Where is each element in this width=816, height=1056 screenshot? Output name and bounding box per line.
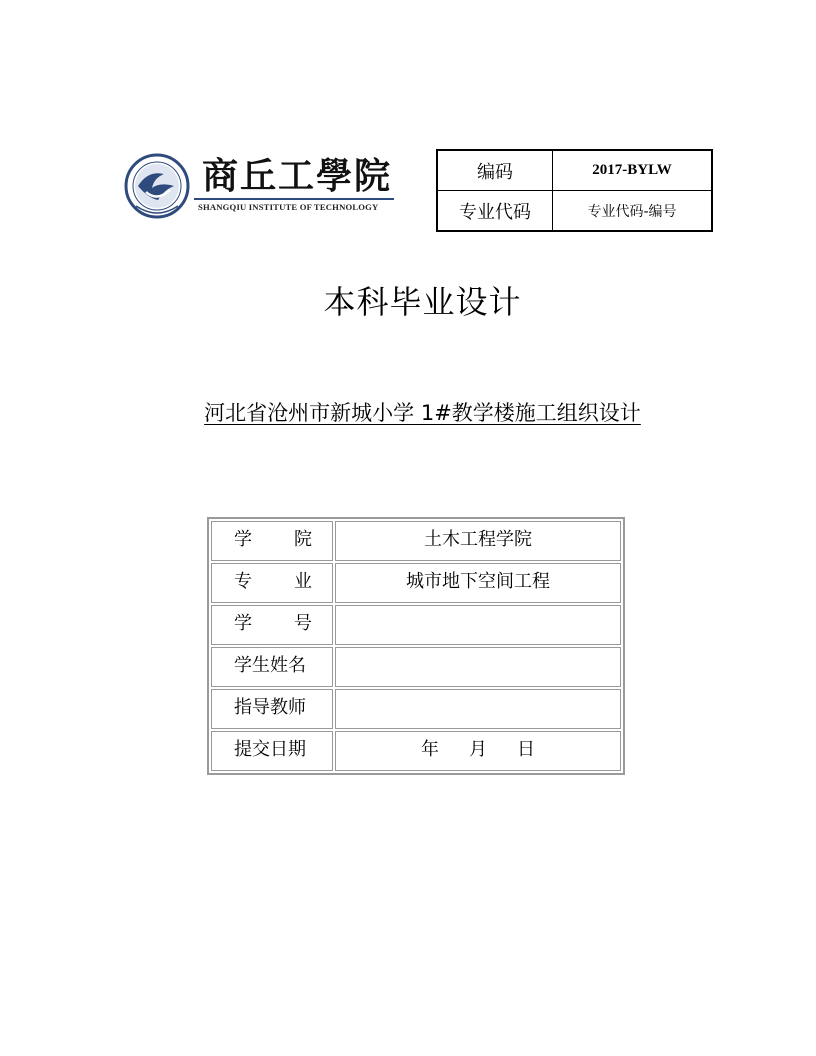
major-label-char-1: 专 (234, 571, 252, 592)
advisor-value (335, 689, 621, 729)
date-month-label: 月 (469, 739, 487, 760)
submit-date-value (335, 731, 621, 771)
date-year-label: 年 (421, 739, 439, 760)
college-label-char-2: 院 (294, 529, 312, 550)
date-day-label: 日 (517, 739, 535, 760)
school-name-chinese: 商丘工學院 (202, 155, 393, 197)
code-label: 编码 (437, 150, 553, 191)
student-name-value (335, 647, 621, 687)
student-id-label (211, 605, 333, 645)
school-name-english: SHANGQIU INSTITUTE OF TECHNOLOGY (198, 202, 379, 212)
student-id-label-char-2: 号 (294, 613, 312, 634)
logo-divider (194, 198, 394, 200)
advisor-label-text: 指导教师 (234, 697, 306, 718)
college-label (211, 521, 333, 561)
table-row (211, 605, 621, 645)
student-name-label (211, 647, 333, 687)
advisor-label (211, 689, 333, 729)
page-title: 本科毕业设计 (323, 283, 522, 321)
major-label-char-2: 业 (294, 571, 312, 592)
student-name-label-text: 学生姓名 (234, 655, 306, 676)
school-emblem-icon (124, 146, 190, 226)
major-label (211, 563, 333, 603)
table-row (211, 563, 621, 603)
submit-date-label-text: 提交日期 (234, 739, 306, 760)
table-row (211, 521, 621, 561)
submit-date-label (211, 731, 333, 771)
major-code-label: 专业代码 (437, 191, 553, 232)
student-id-value (335, 605, 621, 645)
school-logo (124, 146, 396, 226)
major-code-value: 专业代码-编号 (553, 191, 713, 232)
student-info-table (207, 517, 625, 775)
college-value: 土木工程学院 (335, 521, 621, 561)
code-row (437, 150, 712, 191)
table-row (211, 731, 621, 771)
major-value: 城市地下空间工程 (335, 563, 621, 603)
major-code-row (437, 191, 712, 232)
thesis-title-text: 河北省沧州市新城小学 1#教学楼施工组织设计 (204, 401, 641, 425)
college-label-char-1: 学 (234, 529, 252, 550)
code-box (436, 149, 713, 232)
table-row (211, 689, 621, 729)
thesis-title (0, 397, 816, 429)
code-value: 2017-BYLW (553, 150, 713, 191)
table-row (211, 647, 621, 687)
student-id-label-char-1: 学 (234, 613, 252, 634)
date-fields (421, 732, 535, 768)
